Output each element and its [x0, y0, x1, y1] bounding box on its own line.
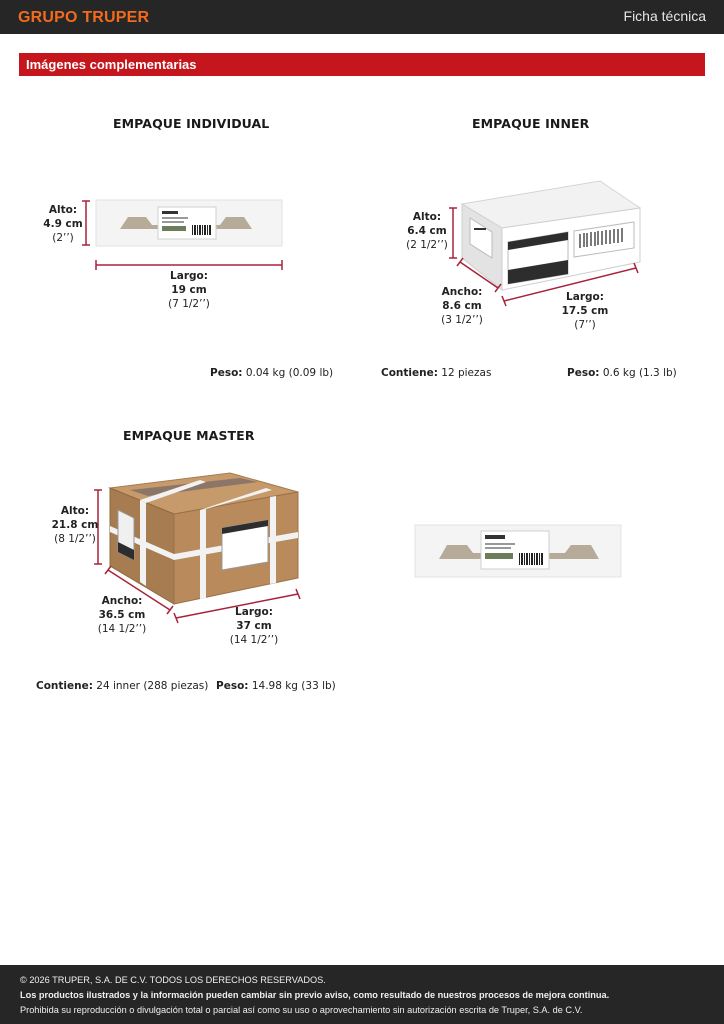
- top-bar: [0, 0, 724, 34]
- inner-alto: [403, 210, 451, 252]
- individual-peso-value: 0.04 kg (0.09 lb): [245, 367, 334, 379]
- footer-legal: Prohibida su reproducción o divulgación total o parcial así como su uso o aprovechamiento sin autorización escrita de Truper, S.A. de C.V.: [20, 1005, 583, 1015]
- master-ancho-label: Ancho:: [101, 595, 143, 607]
- inner-contiene-value: 12 piezas: [441, 367, 492, 379]
- individual-peso-label: Peso:: [210, 367, 243, 379]
- inner-ancho-label: Ancho:: [441, 286, 483, 298]
- master-contiene-value: 24 inner (288 piezas): [96, 680, 209, 692]
- individual-largo-label: Largo:: [170, 270, 208, 282]
- product-image: [415, 525, 621, 577]
- master-contiene: [36, 680, 208, 692]
- master-ancho-value: 36.5 cm: [98, 609, 146, 621]
- individual-alto-label: Alto:: [48, 204, 78, 216]
- individual-package-image: [80, 195, 290, 275]
- master-largo-imperial: (14 1/2’’): [229, 634, 279, 646]
- inner-largo-value: 17.5 cm: [561, 305, 609, 317]
- master-alto-value: 21.8 cm: [51, 519, 99, 531]
- inner-largo-imperial: (7’’): [574, 319, 596, 331]
- inner-alto-imperial: (2 1/2’’): [406, 239, 448, 251]
- inner-contiene-label: Contiene:: [381, 367, 438, 379]
- individual-largo-value: 19 cm: [171, 284, 207, 296]
- master-contiene-label: Contiene:: [36, 680, 93, 692]
- inner-peso-label: Peso:: [567, 367, 600, 379]
- footer-notice: Los productos ilustrados y la información pueden cambiar sin previo aviso, como resultado de nuestros procesos de mejora continua.: [20, 990, 610, 1000]
- document-type: Ficha técnica: [623, 8, 706, 24]
- master-ancho-imperial: (14 1/2’’): [97, 623, 147, 635]
- individual-title: EMPAQUE INDIVIDUAL: [113, 116, 270, 131]
- inner-alto-value: 6.4 cm: [407, 225, 447, 237]
- individual-largo: [159, 269, 219, 311]
- inner-title: EMPAQUE INNER: [472, 116, 590, 131]
- master-largo-label: Largo:: [235, 606, 273, 618]
- footer: [0, 965, 724, 1024]
- individual-largo-imperial: (7 1/2’’): [168, 298, 210, 310]
- master-title: EMPAQUE MASTER: [123, 428, 255, 443]
- master-peso-value: 14.98 kg (33 lb): [251, 680, 336, 692]
- master-peso: [216, 680, 336, 692]
- section-header: [19, 53, 705, 76]
- footer-copyright: © 2026 TRUPER, S.A. DE C.V. TODOS LOS DERECHOS RESERVADOS.: [20, 975, 326, 985]
- inner-ancho: [434, 285, 490, 327]
- inner-ancho-value: 8.6 cm: [442, 300, 482, 312]
- master-peso-label: Peso:: [216, 680, 249, 692]
- individual-peso: [210, 367, 333, 379]
- individual-alto-imperial: (2’’): [52, 232, 74, 244]
- master-alto-label: Alto:: [60, 505, 90, 517]
- master-largo-value: 37 cm: [236, 620, 272, 632]
- inner-peso-value: 0.6 kg (1.3 lb): [602, 367, 677, 379]
- inner-ancho-imperial: (3 1/2’’): [441, 314, 483, 326]
- master-ancho: [92, 594, 152, 636]
- inner-largo: [558, 290, 612, 332]
- inner-alto-label: Alto:: [412, 211, 442, 223]
- master-alto: [50, 504, 100, 546]
- inner-peso: [567, 367, 677, 379]
- individual-alto: [40, 203, 86, 245]
- master-largo: [223, 605, 285, 647]
- master-alto-imperial: (8 1/2’’): [54, 533, 96, 545]
- brand-logo: GRUPO TRUPER: [18, 9, 150, 26]
- section-title: Imágenes complementarias: [26, 57, 197, 72]
- inner-largo-label: Largo:: [566, 291, 604, 303]
- inner-contiene: [381, 367, 491, 379]
- individual-alto-value: 4.9 cm: [43, 218, 83, 230]
